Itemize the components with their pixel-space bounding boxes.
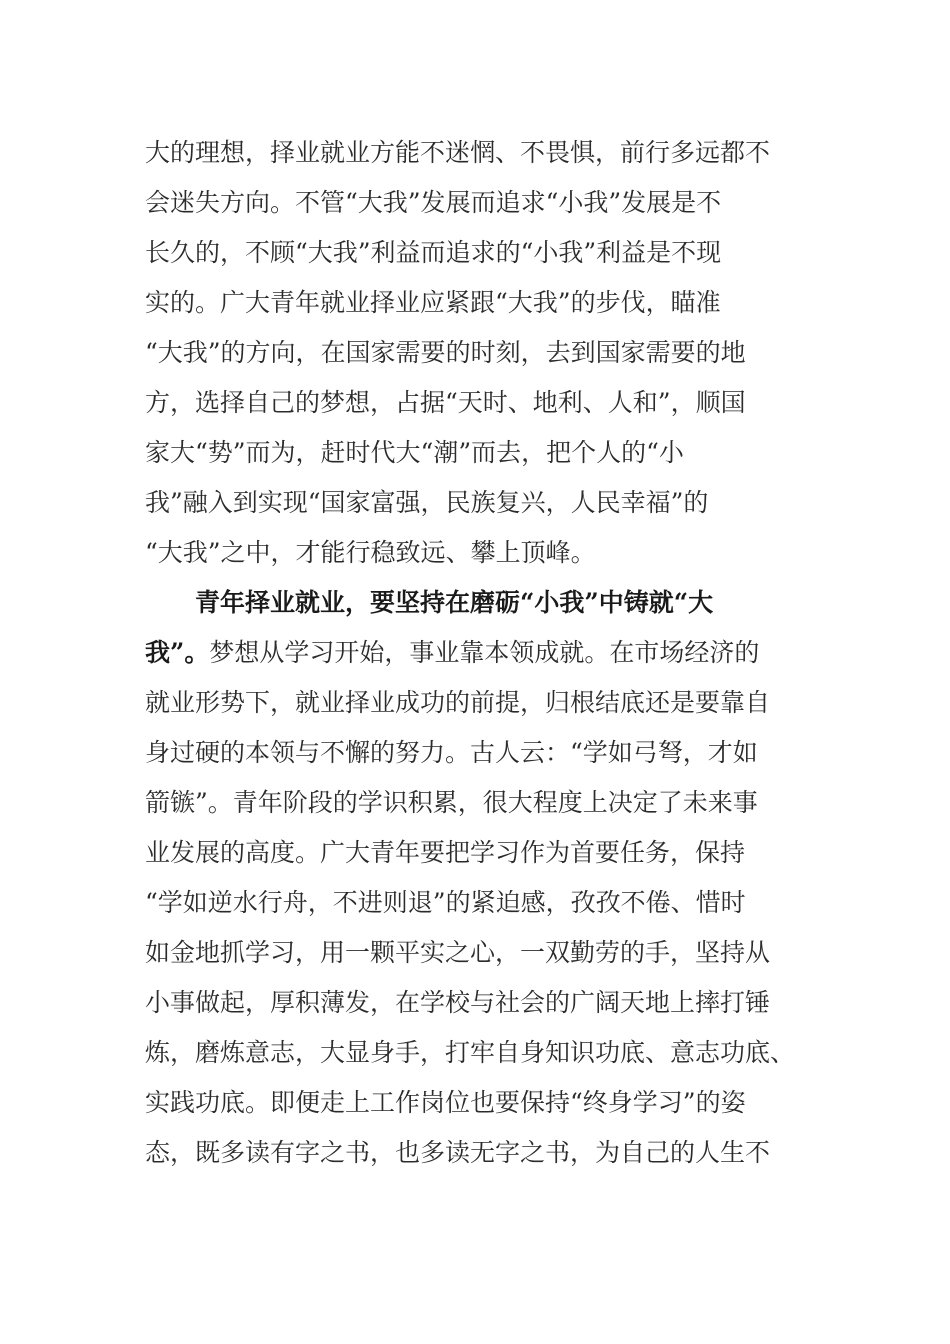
text-line: 实的。广大青年就业择业应紧跟“大我”的步伐，瞄准 bbox=[145, 288, 721, 317]
text-line: 家大“势”而为，赶时代大“潮”而去，把个人的“小 bbox=[145, 438, 684, 467]
text-line: 方，选择自己的梦想，占据“天时、地利、人和”，顺国 bbox=[145, 388, 746, 417]
text-line: 实践功底。即便走上工作岗位也要保持“终身学习”的姿 bbox=[145, 1088, 746, 1117]
text-line: 业发展的高度。广大青年要把学习作为首要任务，保持 bbox=[145, 838, 746, 867]
paragraph-heading-line bbox=[145, 578, 805, 628]
text-line: 长久的，不顾“大我”利益而追求的“小我”利益是不现 bbox=[145, 238, 722, 267]
text-line: 炼，磨炼意志，大显身手，打牢自身知识功底、意志功底、 bbox=[145, 1038, 796, 1067]
document-body bbox=[145, 128, 805, 1178]
text-line: 如金地抓学习，用一颗平实之心，一双勤劳的手，坚持从 bbox=[145, 938, 771, 967]
paragraph-heading-end: 我”。 bbox=[145, 638, 210, 667]
text-line: “大我”之中，才能行稳致远、攀上顶峰。 bbox=[145, 538, 596, 567]
text-line: “学如逆水行舟，不进则退”的紧迫感，孜孜不倦、惜时 bbox=[145, 888, 746, 917]
paragraph-1 bbox=[145, 128, 805, 578]
text-line: 我”融入到实现“国家富强，民族复兴，人民幸福”的 bbox=[145, 488, 709, 517]
text-line: 态，既多读有字之书，也多读无字之书，为自己的人生不 bbox=[145, 1138, 771, 1167]
text-line: “大我”的方向，在国家需要的时刻，去到国家需要的地 bbox=[145, 338, 746, 367]
text-line: 小事做起，厚积薄发，在学校与社会的广阔天地上摔打锤 bbox=[145, 988, 771, 1017]
text-line: 大的理想，择业就业方能不迷惘、不畏惧，前行多远都不 bbox=[145, 138, 771, 167]
paragraph-2 bbox=[145, 578, 805, 1178]
text-line bbox=[145, 628, 805, 678]
text-line: 就业形势下，就业择业成功的前提，归根结底还是要靠自 bbox=[145, 688, 771, 717]
text-span: 梦想从学习开始，事业靠本领成就。在市场经济的 bbox=[209, 638, 760, 667]
paragraph-heading: 青年择业就业，要坚持在磨砺“小我”中铸就“大 bbox=[195, 588, 714, 617]
text-line: 箭镞”。青年阶段的学识积累，很大程度上决定了未来事 bbox=[145, 788, 758, 817]
text-line: 会迷失方向。不管“大我”发展而追求“小我”发展是不 bbox=[145, 188, 722, 217]
text-line: 身过硬的本领与不懈的努力。古人云：“学如弓弩，才如 bbox=[145, 738, 758, 767]
